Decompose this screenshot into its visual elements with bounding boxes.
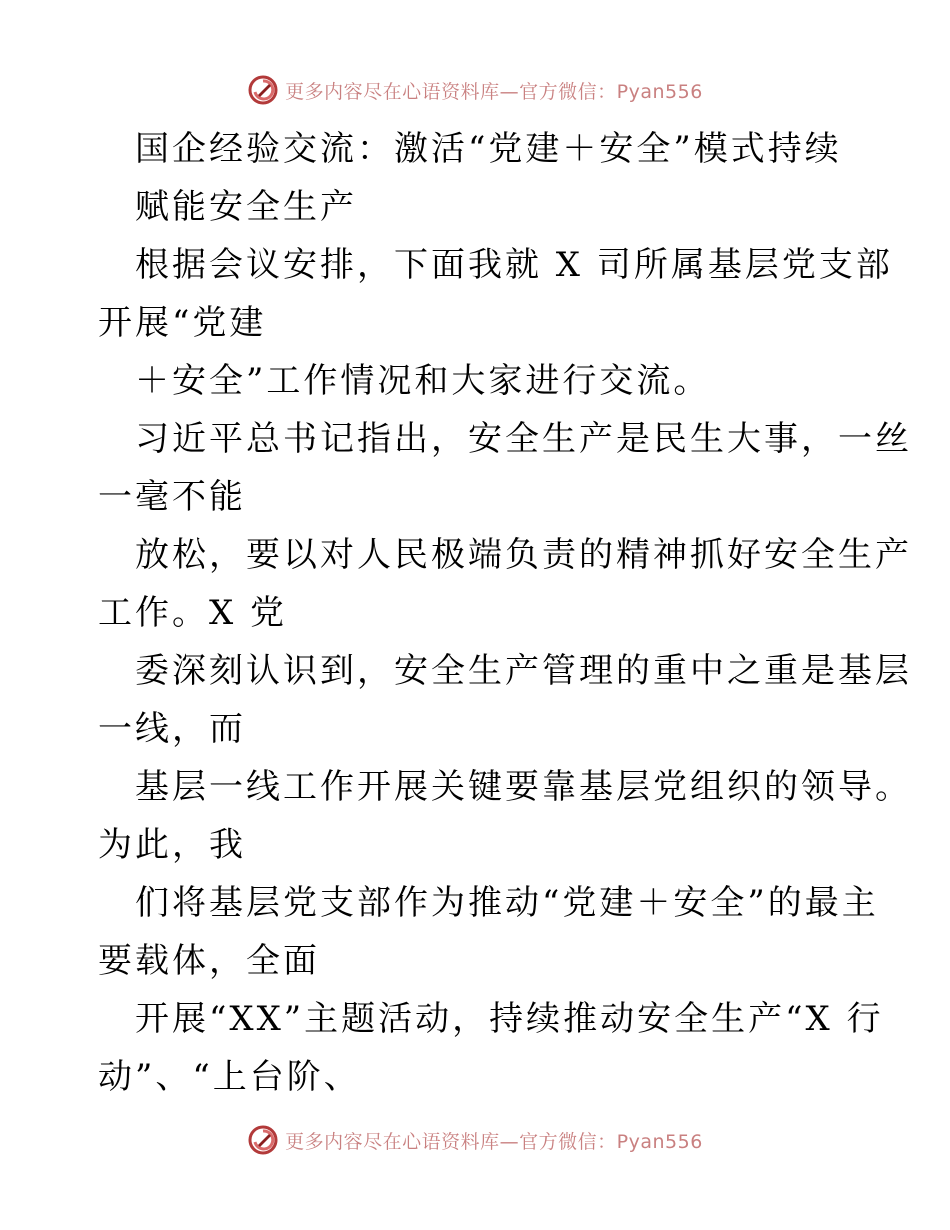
text-line: 赋能安全生产 <box>135 187 357 227</box>
text-line: 委深刻认识到，安全生产管理的重中之重是基层 <box>135 651 912 691</box>
watermark-text: 更多内容尽在心语资料库—官方微信：Pyan556 <box>285 80 703 103</box>
text-line: 一毫不能 <box>98 477 246 517</box>
red-spiral-logo-icon <box>247 74 279 106</box>
text-line: 为此，我 <box>98 825 246 865</box>
text-line: 放松，要以对人民极端负责的精神抓好安全生产 <box>135 535 912 575</box>
text-line: 习近平总书记指出，安全生产是民生大事，一丝 <box>135 419 912 459</box>
text-line: 们将基层党支部作为推动“党建＋安全”的最主 <box>135 883 879 923</box>
red-spiral-logo-icon <box>247 1124 279 1156</box>
text-line: 开展“XX”主题活动，持续推动安全生产“X 行 <box>135 999 884 1039</box>
text-line: 国企经验交流：激活“党建＋安全”模式持续 <box>135 129 842 169</box>
text-line: 动”、“上台阶、 <box>98 1057 361 1097</box>
text-line: 工作。X 党 <box>98 593 288 633</box>
text-line: ＋安全”工作情况和大家进行交流。 <box>135 361 711 401</box>
text-line: 根据会议安排，下面我就 X 司所属基层党支部 <box>135 245 893 285</box>
text-line: 一线，而 <box>98 709 246 749</box>
header-watermark <box>0 70 950 110</box>
watermark-text: 更多内容尽在心语资料库—官方微信：Pyan556 <box>285 1130 703 1153</box>
text-line: 要载体，全面 <box>98 941 320 981</box>
footer-watermark <box>0 1120 950 1160</box>
text-line: 基层一线工作开展关键要靠基层党组织的领导。 <box>135 767 912 807</box>
text-line: 开展“党建 <box>98 303 267 343</box>
